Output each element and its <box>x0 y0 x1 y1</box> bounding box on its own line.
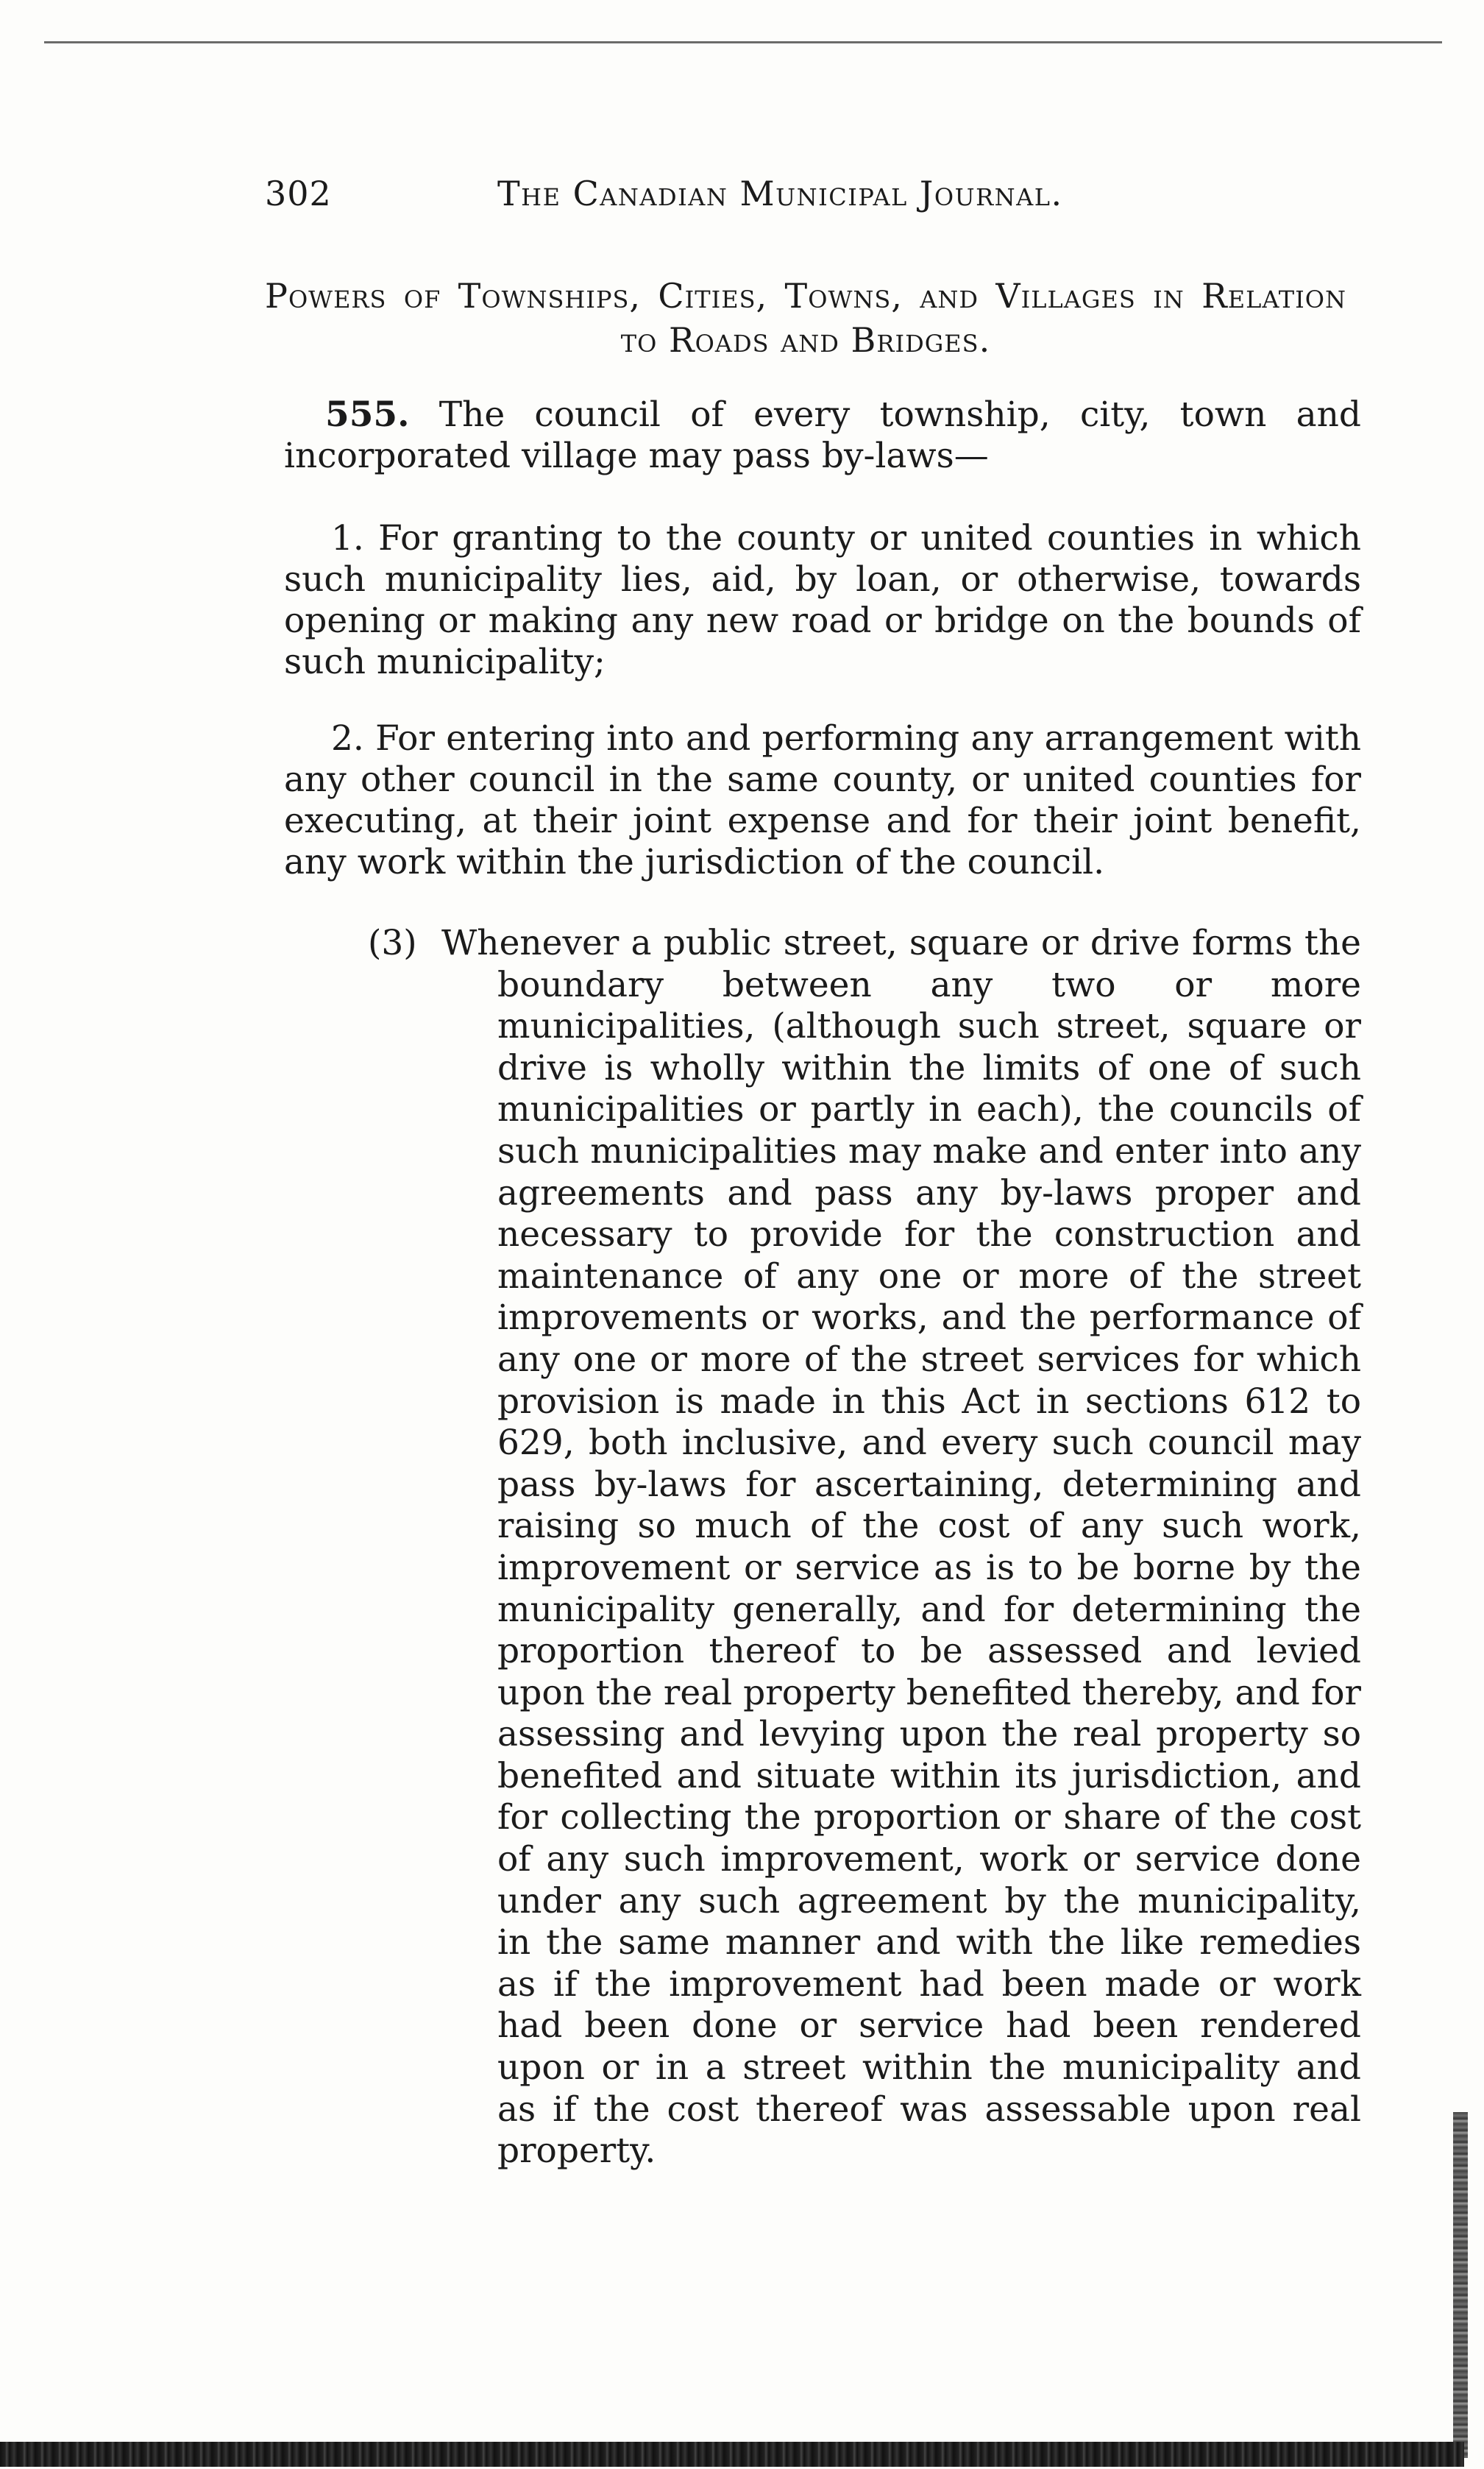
page-number: 302 <box>265 174 332 213</box>
scan-edge-artifact <box>1453 2112 1468 2458</box>
scan-bottom-band <box>0 2442 1464 2467</box>
running-header <box>265 174 1413 225</box>
section-intro-text: The council of every township, city, town and incorporated village may pass by-laws— <box>284 394 1361 476</box>
clause-2: 2. For entering into and performing any arrangement with any other council in the same county, or united counties for executing, at their joint expense and for their joint benefit, any work within the jurisdiction of the council. <box>284 718 1361 882</box>
section-intro <box>284 394 1361 477</box>
section-heading: Powers of Townships, Cities, Towns, and Villages in Relation to Roads and Bridges. <box>265 276 1346 360</box>
subsection-marker: (3) <box>368 923 417 963</box>
journal-title: The Canadian Municipal Journal. <box>497 174 1063 213</box>
clause-1: 1. For granting to the county or united counties in which such municipality lies, aid, by loan, or otherwise, towards opening or making any new road or bridge on the bounds of such municipality; <box>284 518 1361 682</box>
section-number: 555. <box>325 394 410 435</box>
top-rule <box>44 41 1442 43</box>
subsection-text: Whenever a public street, square or drive forms the boundary between any two or more municipalities, (although such street, square or drive is wholly within the limits of one of such municipalities or partly in each), the councils of such municipalities may make and enter into any agreements and pass any by-laws proper and necessary to provide for the construction and maintenance of any one or more of the street improvements or works, and the performance of any one or more of the street services for which provision is made in this Act in sections 612 to 629, both inclusive, and every such council may pass by-laws for ascertaining, determining and raising so much of the cost of any such work, improvement or service as is to be borne by the municipality generally, and for determining the proportion thereof to be assessed and levied upon the real property benefited thereby, and for assessing and levying upon the real property so benefited and situate within its jurisdiction, and for collecting the proportion or share of the cost of any such improvement, work or service done under any such agreement by the municipality, in the same manner and with the like remedies as if the improvement had been made or work had been done or service had been rendered upon or in a street within the municipality and as if the cost thereof was assessable upon real property. <box>441 923 1361 2172</box>
